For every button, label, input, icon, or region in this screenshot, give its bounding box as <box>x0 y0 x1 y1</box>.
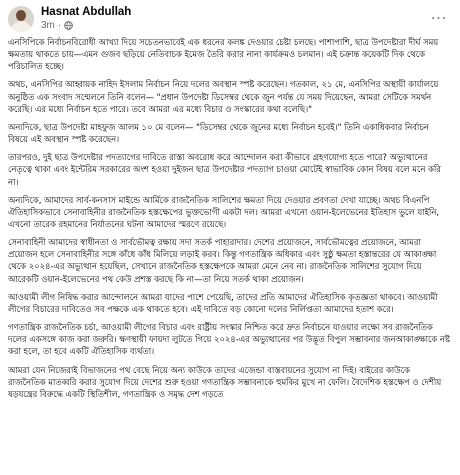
avatar[interactable] <box>8 6 34 32</box>
post-paragraph: তারপরও, দুই ছাত্র উপদেষ্টার পদত্যাগের দাবিতে রাস্তা অবরোধ করে আন্দোলন করা কীভাবে গ্রহণযোগ্য হতে পারে? অভ্যুত্থানের নেতৃত্বে থাকা এবং ইন্টেরিম সরকারের অংশ হওয়া দুইজন ছাত্র উপদেষ্টার পদত্যাগ চাওয়া মোটেই স্বাভাবিক কোন বিষয় বলে মনে করি না। <box>8 152 441 187</box>
meta-separator: · <box>57 19 62 31</box>
post-paragraph: আমরা যেন নিজেরাই বিভাজনের পথ বেছে নিয়ে অন্য কাউকে তাদের এজেন্ডা বাস্তবায়নের সুযোগ না দিই। বাইরের কাউকে রাজনৈতিক মাতব্বরি করার সুযোগ দিয়ে দেশের শুরু হওয়া গণতান্ত্রিক সম্ভাবনাকে হুমকির মুখে না ফেলি। বৈদেশিক হস্তক্ষেপ ও দেশীয় ষড়যন্ত্রের বিরুদ্ধে একটি স্থিতিশীল, গণতান্ত্রিক ও সমৃদ্ধ দেশ গড়তে <box>8 364 442 399</box>
post-paragraph: অথচ, এনসিপির আহ্বায়ক নাহিদ ইসলাম নির্বাচন নিয়ে দলের অবস্থান স্পষ্ট করেছেন। গতকাল, ২১ মে, এনসিপির অস্থায়ী কার্যালয়ে অনুষ্ঠিত এক সংবাদ সম্মেলনে তিনি বলেন— "প্রধান উপদেষ্টা ডিসেম্বর থেকে জুন পর্যন্ত যে সময় দিয়েছেন, আমরা সেটিকে সমর্থন করেছি। এর মধ্যে নির্বাচন হতে পারে। তবে আমরা এর মধ্যে বিচার ও সংস্কারের কথা বলেছি।" <box>8 79 439 114</box>
post-subline <box>41 19 428 32</box>
post-meta <box>41 6 428 32</box>
post-paragraph: সেনাবাহিনী আমাদের স্বাধীনতা ও সার্বভৌমত্ব রক্ষায় সদা সতর্ক পাহারাদার। দেশের প্রয়োজনে, সার্বভৌমত্বের প্রয়োজনে, আমরা প্রয়োজন হলে সেনাবাহিনীর সঙ্গে কাঁধে কাঁধ মিলিয়ে লড়াই করব। কিন্তু গণতান্ত্রিক অধিকার এবং সুষ্ঠু ক্ষমতা হস্তান্তরের যে আকাঙ্ক্ষা থেকে ২০২৪-এর অভ্যুত্থান হয়েছিল, সেখানে রাজনৈতিক হস্তক্ষেপকে আমরা মেনে নেব না। রাজনৈতিক সালিশের সুযোগ দিয়ে আরেকটি ওয়ান-ইলেভেনের পথ কেউ প্রশস্ত করছে কি না—তা নিয়ে সতর্ক থাকা প্রয়োজন। <box>8 237 437 284</box>
post-paragraph: আওয়ামী লীগ নিষিদ্ধ করার আন্দোলনে আমরা যাদের পাশে পেয়েছি, তাদের প্রতি আমাদের ঐতিহাসিক কৃতজ্ঞতা থাকবে। আওয়ামী লীগের বিচারের দাবিতেও সব পক্ষকে এক থাকতে হবে। এই দাবিতে বড় কোনো দলের নির্লিপ্ততা আমাদের হতাশ করে। <box>8 291 438 314</box>
avatar-body <box>11 21 31 32</box>
post-paragraph: এনসিপিকে নির্বাচনবিরোধী আখ্যা দিয়ে সচেতনভাবেই এক ধরনের কলঙ্ক দেওয়ার চেষ্টা চলছে। পাশাপাশি, ছাত্র উপদেষ্টারা দীর্ঘ সময় ক্ষমতায় থাকতে চায়—এমন গুজব ছড়িয়ে নেতিবাচক ইমেজ তৈরি করার নানা কার্যক্রমও চলমান। এই চক্রান্ত কয়েকটি দিক থেকে পরিচালিত হচ্ছে। <box>8 37 439 72</box>
author-name[interactable]: Hasnat Abdullah <box>41 5 132 18</box>
post-body <box>0 34 460 400</box>
post-paragraph: অন্যদিকে, আমাদের সার্ব-কনসাস মাইন্ডে আর্মিকে রাজনৈতিক সালিশের ক্ষমতা দিয়ে দেওয়ার প্রবণতা দেখা যাচ্ছে। অথচ বিএনপি ঐতিহাসিকভাবে সেনাবাহিনীর রাজনৈতিক হস্তক্ষেপের ভুক্তভোগী একটা দল। আমরা এখনো ওয়ান-ইলেভেনের ইতিহাস ভুলে যাইনি, এখনো তারেক রহমানের নির্যাতনের ঘটনা আমাদের স্মরণে রয়েছে। <box>8 194 439 229</box>
globe-icon <box>64 21 73 30</box>
post-paragraph: অন্যদিকে, ছাত্র উপদেষ্টা মাহফুজ আলম ১০ মে বলেন— "ডিসেম্বর থেকে জুনের মধ্যে নির্বাচন হবেই।" তিনি একাধিকবার নির্বাচন বিষয়ে এই অবস্থান স্পষ্ট করেছেন। <box>8 121 429 145</box>
more-options-button[interactable]: ··· <box>430 10 448 27</box>
post-header <box>0 0 460 34</box>
post-paragraph: গণতান্ত্রিক রাজনৈতিক চর্চা, আওয়ামী লীগের বিচার এবং রাষ্ট্রীয় সংস্কার নিশ্চিত করে দ্রুত নির্বাচনে যাওয়ার লক্ষ্যে সব রাজনৈতিক দলের একসঙ্গে কাজ করা জরুরি। ক্ষণস্থায়ী ফায়দা লুটতে গিয়ে ২০২৪-এর অভ্যুত্থানের পর উদ্ভূত বিপুল সম্ভাবনার জনআকাঙ্ক্ষাকে নষ্ট করা হলে, তা হবে একটি ঐতিহাসিক ব্যর্থতা। <box>8 322 450 357</box>
post-time[interactable]: 3m <box>41 19 55 31</box>
avatar-head <box>16 10 26 21</box>
